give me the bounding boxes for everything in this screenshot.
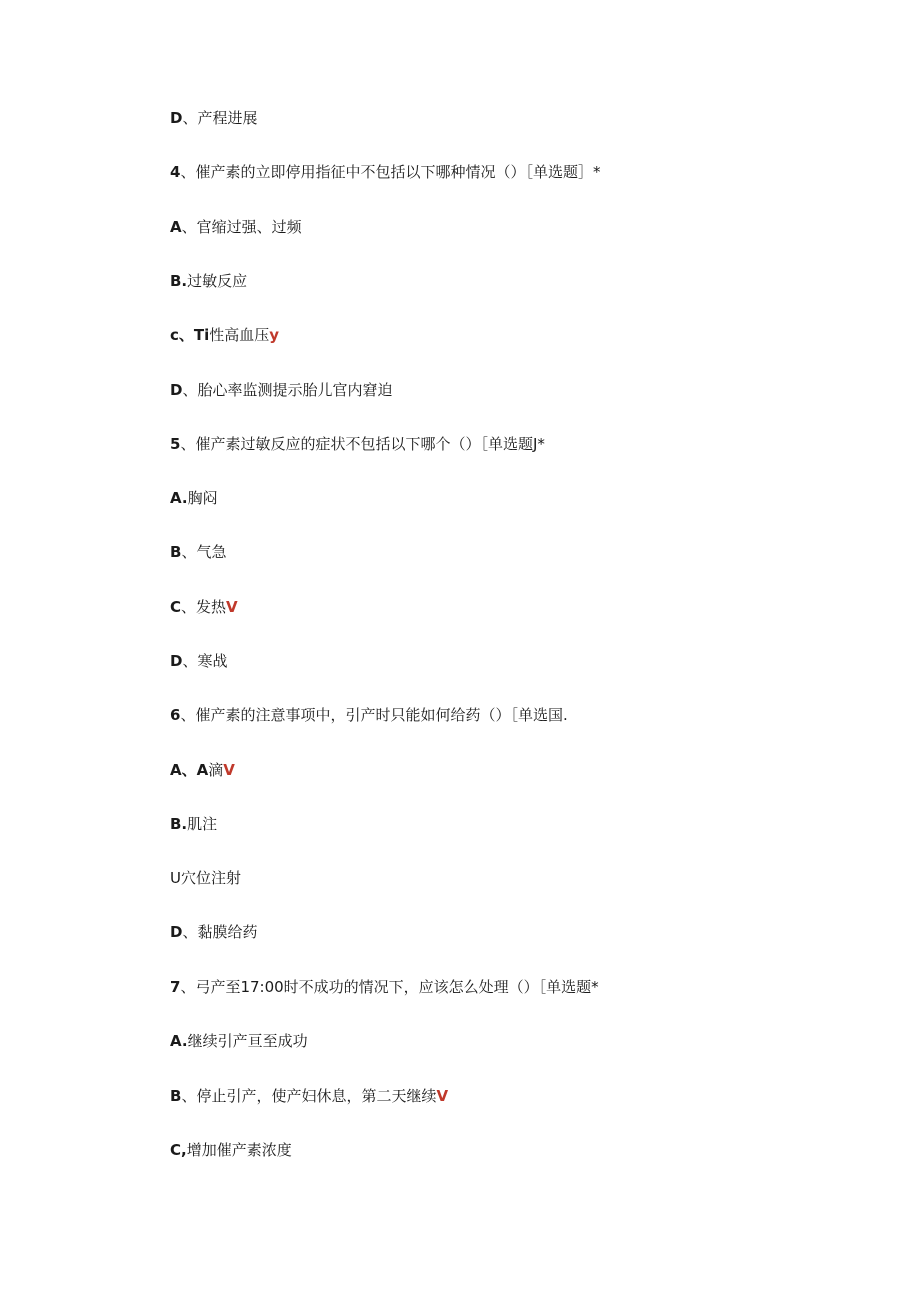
question-line bbox=[170, 162, 600, 182]
item-text: 滴 bbox=[208, 761, 224, 779]
item-label: D bbox=[170, 652, 183, 670]
option-line bbox=[170, 922, 257, 942]
answer-mark: y bbox=[269, 326, 280, 344]
item-text: 性高血压 bbox=[209, 326, 270, 344]
item-text: 、胎心率监测提示胎儿官内窘迫 bbox=[182, 381, 393, 399]
option-line bbox=[170, 597, 238, 617]
option-line bbox=[170, 108, 257, 128]
item-label: B. bbox=[170, 815, 188, 833]
item-text: 胸闷 bbox=[187, 489, 218, 507]
item-text: 、发热 bbox=[181, 598, 227, 616]
item-label: B bbox=[170, 543, 182, 561]
option-line bbox=[170, 271, 247, 291]
question-line bbox=[170, 977, 599, 997]
item-label: 6 bbox=[170, 706, 181, 724]
item-label: D bbox=[170, 923, 183, 941]
option-line bbox=[170, 542, 226, 562]
item-text: 、官缩过强、过频 bbox=[181, 218, 302, 236]
item-text: 、弓产至17:00时不成功的情况下，应该怎么处理（）［单选题* bbox=[180, 978, 599, 996]
answer-mark: V bbox=[223, 761, 235, 779]
item-label: C, bbox=[170, 1141, 187, 1159]
item-label: C bbox=[170, 598, 182, 616]
item-text: 、产程进展 bbox=[182, 109, 258, 127]
item-text: 继续引产亘至成功 bbox=[187, 1032, 308, 1050]
item-label: A. bbox=[170, 489, 188, 507]
item-label: c、Ti bbox=[170, 326, 210, 344]
item-text: 、停止引产，使产妇休息，第二天继续 bbox=[181, 1087, 437, 1105]
option-line bbox=[170, 217, 302, 237]
item-text: 、催产素的注意事项中，引产时只能如何给药（）［单选国. bbox=[180, 706, 568, 724]
item-label: D bbox=[170, 109, 183, 127]
item-label: 4 bbox=[170, 163, 181, 181]
item-label: D bbox=[170, 381, 183, 399]
item-label: B. bbox=[170, 272, 188, 290]
question-line bbox=[170, 705, 568, 725]
item-text: 、黏膜给药 bbox=[182, 923, 258, 941]
item-label: B bbox=[170, 1087, 182, 1105]
item-text: U穴位注射 bbox=[170, 869, 241, 887]
option-line bbox=[170, 380, 392, 400]
option-line bbox=[170, 760, 235, 780]
item-text: 、气急 bbox=[181, 543, 227, 561]
item-label: A. bbox=[170, 1032, 188, 1050]
item-text: 过敏反应 bbox=[187, 272, 248, 290]
item-label: 5 bbox=[170, 435, 181, 453]
item-text: 、催产素过敏反应的症状不包括以下哪个（）［单选题J* bbox=[180, 435, 545, 453]
item-text: 增加催产素浓度 bbox=[186, 1141, 292, 1159]
option-line bbox=[170, 1086, 448, 1106]
item-label: A、A bbox=[170, 761, 209, 779]
item-text: 、催产素的立即停用指征中不包括以下哪种情况（）［单选题］* bbox=[180, 163, 601, 181]
item-label: A bbox=[170, 218, 182, 236]
option-line bbox=[170, 1140, 292, 1160]
option-line bbox=[170, 1031, 308, 1051]
question-line bbox=[170, 434, 545, 454]
item-label: 7 bbox=[170, 978, 181, 996]
option-line bbox=[170, 325, 279, 345]
option-line bbox=[170, 814, 217, 834]
item-text: 、寒战 bbox=[182, 652, 228, 670]
option-line bbox=[170, 651, 227, 671]
answer-mark: V bbox=[226, 598, 238, 616]
option-line bbox=[170, 868, 241, 888]
item-text: 肌注 bbox=[187, 815, 218, 833]
answer-mark: V bbox=[436, 1087, 449, 1105]
option-line bbox=[170, 488, 218, 508]
